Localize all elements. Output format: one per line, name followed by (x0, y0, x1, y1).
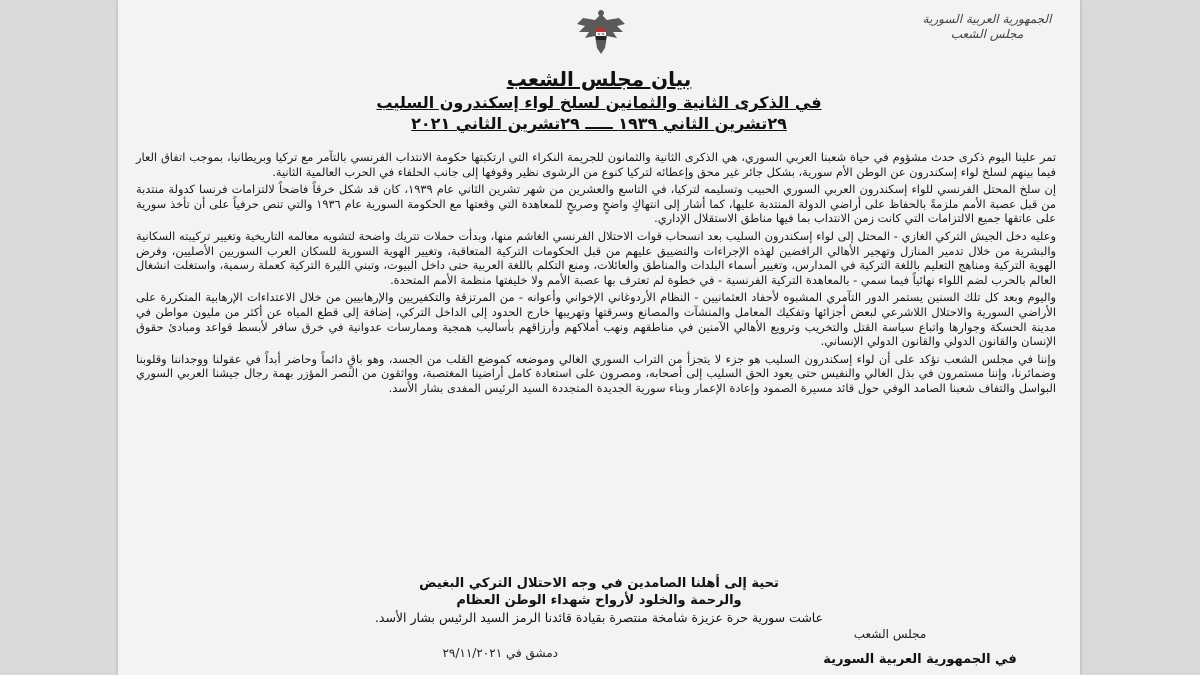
letterhead-country: الجمهورية العربية السورية (922, 12, 1052, 26)
paragraph-4: واليوم وبعد كل تلك السنين يستمر الدور التآمري المشبوه لأحفاد العثمانيين - النظام الأردوغاني الإخواني وأعوانه - من المرتزقة والتكفيريين والإرهابيين من خلال الاعتداءات الإرهابية المتكررة على الأراضي السورية والاحتلال اللاشرعي لبعض أجزائها وتفكيك المعامل والمنشآت والمصانع وسرقتها وتهريبها خارج الحدود إلى الداخل التركي، إضافة إلى قطع المياه عن أكثر من مليون مواطن في مدينة الحسكة وجوارها واتباع سياسة القتل والتخريب وترويع الأهالي الآمنين في مناطقهم ونهب أملاكهم وأرزاقهم بأساليب همجية وممارسات عدوانية في خرق سافر لأبسط قواعد ومبادئ حقوق الإنسان والقانون الدولي والقانون الدولي الإنساني. (136, 290, 1056, 349)
document-page (118, 0, 1080, 675)
signatory-country: في الجمهورية العربية السورية (823, 652, 1017, 667)
statement-titles (158, 66, 1040, 134)
paragraph-3: وعليه دخل الجيش التركي الغازي - المحتل إلى لواء إسكندرون السليب بعد انسحاب قوات الاحتلال الفرنسي الغاشم منها، وبدأت حملات تتريك واضحة لتشويه معالمه التاريخية وتغيير تركيبته السكانية والبشرية من خلال تدمير المنازل وتهجير الأهالي الرافضين لهذه الإجراءات والتضييق عليهم من قبل الحكومات التركية المتعاقبة، وتغيير الهوية السورية للسكان العرب السوريين الأصليين، وفرض الهوية التركية ومناهج التعليم باللغة التركية في المدارس، وتغيير أسماء البلدات والمناطق والعائلات، ومنع التكلم باللغة العربية حتى داخل البيوت، وتبني الليرة التركية كعملة رسمية، واستغلت انشغال العالم بالحرب لضم اللواء نهائياً فيما سمي - بالمعاهدة التركية الفرنسية - في خطوة لم تعترف بها عصبة الأمم ولا خليفتها منظمة الأمم المتحدة. (136, 228, 1056, 287)
closing-line-2: والرحمة والخلود لأرواح شهداء الوطن العظام (456, 593, 742, 608)
eagle-emblem-icon (573, 8, 629, 58)
paragraph-5: وإننا في مجلس الشعب نؤكد على أن لواء إسكندرون السليب هو جزء لا يتجزأ من التراب السوري الغالي وموضعه كموضع القلب من الجسد، وهو باقٍ دائماً وحاضر أبداً في عقولنا ووجداننا وقلوبنا وضمائرنا، وإننا مستمرون في بذل الغالي والنفيس حتى يعود الحق السليب إلى أصحابه، ومصرون على استعادة كامل أراضينا المغتصبة، وواثقون من النصر المؤزر بهمة رجال جيشنا العربي السوري البواسل والتفاف شعبنا الصامد الوفي حول قائد مسيرة الصمود وإعادة الإعمار وبناء سورية الجديدة المتجددة السيد الرئيس المفدى بشار الأسد. (136, 351, 1056, 395)
statement-body (136, 150, 1056, 396)
letterhead (912, 12, 1062, 42)
statement-subtitle: في الذكرى الثانية والثمانين لسلخ لواء إسكندرون السليب (376, 93, 822, 112)
letterhead-institution: مجلس الشعب (950, 27, 1024, 41)
closing-line-3: عاشت سورية حرة عزيزة شامخة منتصرة بقيادة قائدنا الرمز السيد الرئيس بشار الأسد. (374, 610, 824, 625)
closing-salutations (178, 575, 1020, 626)
statement-title: بيان مجلس الشعب (506, 67, 692, 91)
paragraph-1: تمر علينا اليوم ذكرى حدث مشؤوم في حياة شعبنا العربي السوري، هي الذكرى الثانية والثمانون للجريمة النكراء التي ارتكبتها حكومة الانتداب الفرنسي بالتآمر مع تركيا وبريطانيا، بموجب اتفاق العار فيما بينهم لسلخ لواء إسكندرون عن الوطن الأم سورية، بشكل جائر غير محق وإعطائه لتركيا كنوع من الرشوى نظير وقوفها إلى جانب الحلفاء في الحرب العالمية الثانية. (136, 150, 1056, 179)
signatory-name: مجلس الشعب (853, 627, 927, 641)
signature-date: دمشق في ٢٩/١١/٢٠٢١ (442, 646, 558, 660)
statement-date-range: ٢٩تشرين الثاني ١٩٣٩ ـــــ ٢٩تشرين الثاني ٢٠٢١ (411, 114, 787, 133)
closing-line-1: تحية إلى أهلنا الصامدين في وجه الاحتلال التركي البغيض (419, 576, 779, 591)
paragraph-2: إن سلخ المحتل الفرنسي للواء إسكندرون العربي السوري الحبيب وتسليمه لتركيا، في التاسع والعشرين من شهر تشرين الثاني عام ١٩٣٩، كان قد شكل خرقاً فاضحاً لالتزامات فرنسا كدولة منتدبة من قبل عصبة الأمم ملزمةً بالحفاظ على أراضي الدولة المنتدبة عليها، كما أشار إلى انتهاكٍ واضحٍ وصريحٍ للمعاهدة التي وقعتها مع الحكومة السورية عام ١٩٣٦ والتي تنص حرفياً على أن تأخذ سورية على عاتقها جميع الالتزامات التي كانت زمن الانتداب بما فيها مناطق الاستقلال الإداري. (136, 182, 1056, 226)
